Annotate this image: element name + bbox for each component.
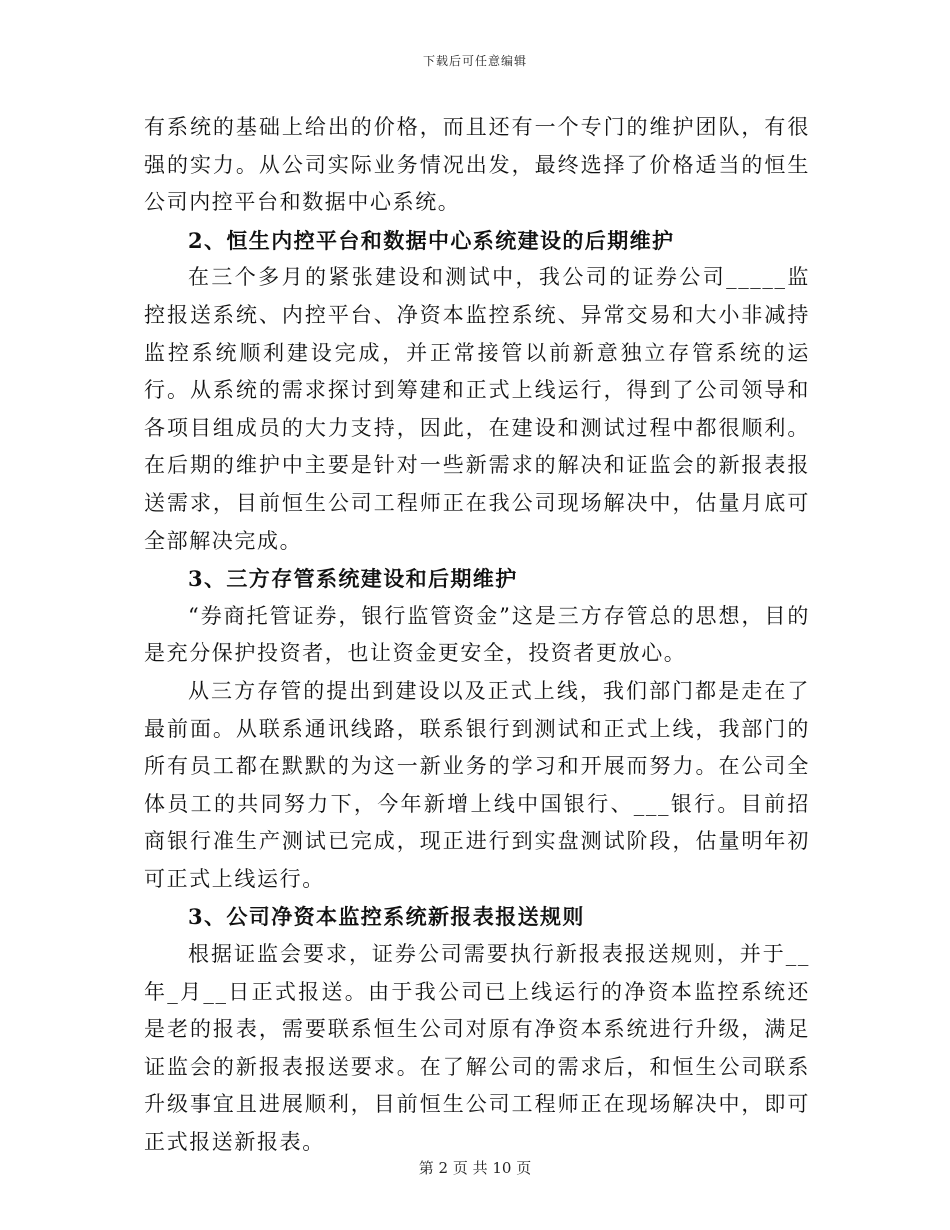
page-header: 下载后可任意编辑 bbox=[422, 54, 527, 68]
section-heading-net-capital: 3、公司净资本监控系统新报表报送规则 bbox=[188, 904, 585, 930]
paragraph-custody-progress: 从三方存管的提出到建设以及正式上线，我们部门都是走在了最前面。从联系通讯线路，联系银行到测试和正式上线，我部门的所有员工都在默默的为这一新业务的学习和开展而努力。在公司全体员工的共同努力下，今年新增上线中国银行、___银行。目前招商银行准生产测试已完成，现正进行到实盘测试阶段，估量明年初可正式上线运行。 bbox=[144, 678, 810, 891]
paragraph-continuation: 有系统的基础上给出的价格，而且还有一个专门的维护团队，有很强的实力。从公司实际业务情况出发，最终选择了价格适当的恒生公司内控平台和数据中心系统。 bbox=[144, 115, 810, 215]
page-footer: 第 2 页 共 10 页 bbox=[418, 1159, 532, 1177]
section-heading-third-party-custody: 3、三方存管系统建设和后期维护 bbox=[188, 566, 518, 592]
section-heading-maintenance: 2、恒生内控平台和数据中心系统建设的后期维护 bbox=[188, 227, 675, 253]
paragraph-custody-idea: “券商托管证券，银行监管资金”这是三方存管总的思想，目的是充分保护投资者，也让资金更安全，投资者更放心。 bbox=[144, 603, 810, 666]
paragraph-maintenance: 在三个多月的紧张建设和测试中，我公司的证券公司_____监控报送系统、内控平台、净资本监控系统、异常交易和大小非减持监控系统顺利建设完成，并正常接管以前新意独立存管系统的运行。从系统的需求探讨到筹建和正式上线运行，得到了公司领导和各项目组成员的大力支持，因此，在建设和测试过程中都很顺利。在后期的维护中主要是针对一些新需求的解决和证监会的新报表报送需求，目前恒生公司工程师正在我公司现场解决中，估量月底可全部解决完成。 bbox=[144, 265, 810, 553]
paragraph-net-capital: 根据证监会要求，证券公司需要执行新报表报送规则，并于__年_月__日正式报送。由于我公司已上线运行的净资本监控系统还是老的报表，需要联系恒生公司对原有净资本系统进行升级，满足证监会的新报表报送要求。在了解公司的需求后，和恒生公司联系升级事宜且进展顺利，目前恒生公司工程师正在现场解决中，即可正式报送新报表。 bbox=[144, 942, 810, 1155]
document-body bbox=[144, 109, 810, 1162]
